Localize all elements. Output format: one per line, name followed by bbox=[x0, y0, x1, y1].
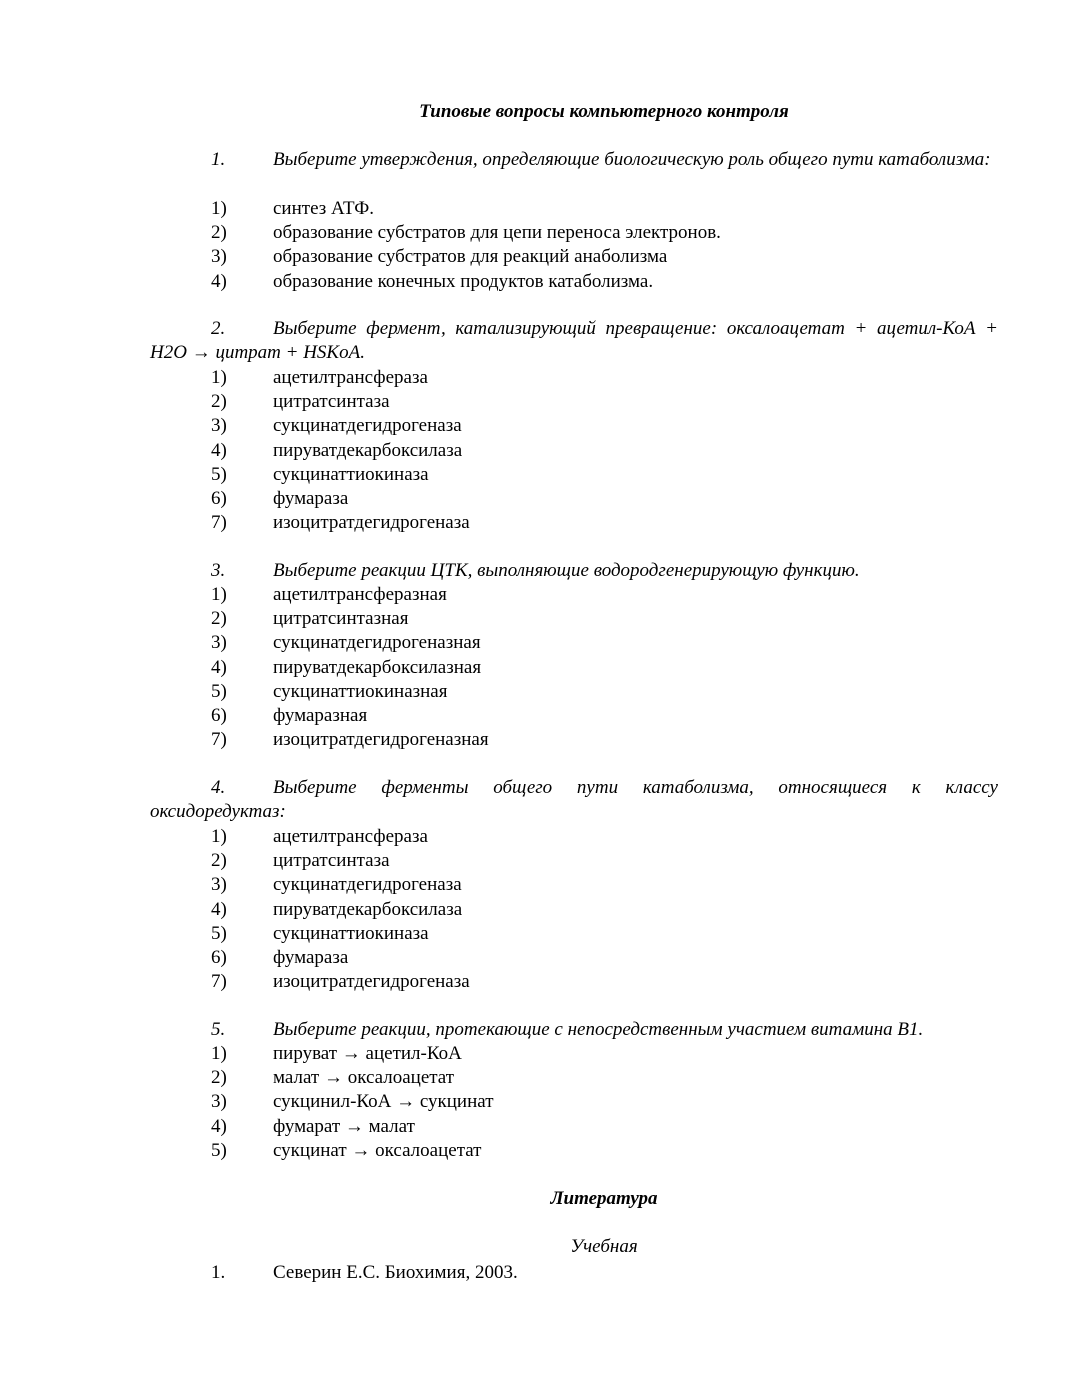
option-text: фумараза bbox=[273, 946, 349, 968]
option-text: пируват → ацетил-КоА bbox=[273, 1043, 462, 1064]
question-5 bbox=[150, 1018, 998, 1042]
question-text: Выберите реакции ЦТК, выполняющие водородгенерирующую функцию. bbox=[273, 560, 860, 581]
option-text: пируватдекарбоксилаза bbox=[273, 439, 463, 461]
option-text: ацетилтрансферазная bbox=[273, 584, 447, 605]
option-text: цитратсинтаза bbox=[273, 850, 390, 872]
option-number: 4) bbox=[211, 270, 227, 292]
list-item bbox=[211, 873, 470, 897]
option-number: 2) bbox=[211, 850, 227, 872]
option-text: образование субстратов для цепи переноса электронов. bbox=[273, 222, 721, 244]
question-text: Выберите фермент, катализирующий превращение: оксалоацетат + ацетил-КоА + Н2О → цитрат + HSKoA. bbox=[150, 318, 998, 364]
question-4 bbox=[150, 776, 998, 824]
option-number: 5) bbox=[211, 680, 227, 702]
option-text: ацетилтрансфераза bbox=[273, 367, 428, 388]
list-item bbox=[211, 511, 470, 535]
option-text: изоцитратдегидрогеназа bbox=[273, 971, 470, 993]
question-number: 2. bbox=[211, 318, 226, 339]
option-number: 3) bbox=[211, 246, 227, 268]
options-list-5 bbox=[211, 1042, 494, 1163]
question-text: Выберите реакции, протекающие с непосредственным участием витамина В1. bbox=[273, 1019, 924, 1040]
literature-item bbox=[211, 1261, 518, 1285]
option-number: 1) bbox=[211, 826, 227, 847]
option-number: 3) bbox=[211, 874, 227, 896]
option-text: цитратсинтаза bbox=[273, 391, 390, 413]
options-list-4 bbox=[211, 825, 470, 994]
list-item bbox=[211, 898, 470, 922]
list-item bbox=[211, 487, 470, 511]
option-number: 3) bbox=[211, 1091, 227, 1113]
option-number: 3) bbox=[211, 415, 227, 437]
list-item bbox=[211, 922, 470, 946]
list-item bbox=[211, 583, 489, 607]
question-number: 4. bbox=[211, 777, 226, 798]
option-text: пируватдекарбоксилазная bbox=[273, 656, 482, 678]
option-text: сукцинатдегидрогеназная bbox=[273, 632, 481, 654]
list-item bbox=[211, 245, 721, 269]
option-number: 2) bbox=[211, 222, 227, 244]
literature-item-number: 1. bbox=[211, 1262, 226, 1283]
option-number: 4) bbox=[211, 656, 227, 678]
list-item bbox=[211, 704, 489, 728]
literature-item-text: Северин Е.С. Биохимия, 2003. bbox=[273, 1262, 518, 1283]
question-3 bbox=[150, 559, 998, 583]
question-number: 3. bbox=[211, 560, 226, 581]
list-item bbox=[211, 270, 721, 294]
option-number: 5) bbox=[211, 1139, 227, 1161]
list-item bbox=[211, 825, 470, 849]
page-title: Типовые вопросы компьютерного контроля bbox=[419, 101, 789, 122]
list-item bbox=[211, 849, 470, 873]
option-text: синтез АТФ. bbox=[273, 198, 374, 219]
option-text: фумараза bbox=[273, 487, 349, 509]
option-text: малат → оксалоацетат bbox=[273, 1067, 455, 1089]
option-text: сукцинаттиокиназа bbox=[273, 463, 429, 485]
option-number: 6) bbox=[211, 704, 227, 726]
option-text: сукцинат → оксалоацетат bbox=[273, 1139, 482, 1161]
option-number: 4) bbox=[211, 439, 227, 461]
list-item bbox=[211, 656, 489, 680]
option-number: 2) bbox=[211, 1067, 227, 1089]
options-list-3 bbox=[211, 583, 489, 752]
list-item bbox=[211, 728, 489, 752]
option-number: 5) bbox=[211, 922, 227, 944]
option-text: ацетилтрансфераза bbox=[273, 826, 428, 847]
list-item bbox=[211, 1139, 494, 1163]
option-number: 7) bbox=[211, 729, 227, 751]
question-text: Выберите ферменты общего пути катаболизма, относящиеся к классу оксидоредуктаз: bbox=[150, 777, 998, 823]
option-text: сукцинаттиокиназная bbox=[273, 680, 448, 702]
list-item bbox=[211, 631, 489, 655]
option-text: изоцитратдегидрогеназа bbox=[273, 512, 470, 534]
question-2 bbox=[150, 317, 998, 365]
list-item bbox=[211, 680, 489, 704]
option-text: пируватдекарбоксилаза bbox=[273, 898, 463, 920]
option-text: образование конечных продуктов катаболизма. bbox=[273, 270, 654, 292]
option-number: 4) bbox=[211, 1115, 227, 1137]
list-item bbox=[211, 221, 721, 245]
list-item bbox=[211, 1090, 494, 1114]
options-list-2 bbox=[211, 366, 470, 535]
question-number: 5. bbox=[211, 1019, 226, 1040]
option-number: 7) bbox=[211, 512, 227, 534]
option-number: 1) bbox=[211, 198, 227, 219]
option-text: фумарат → малат bbox=[273, 1115, 415, 1137]
option-number: 4) bbox=[211, 898, 227, 920]
list-item bbox=[211, 390, 470, 414]
list-item bbox=[211, 366, 470, 390]
list-item bbox=[211, 439, 470, 463]
option-number: 6) bbox=[211, 487, 227, 509]
option-number: 6) bbox=[211, 946, 227, 968]
option-text: образование субстратов для реакций анаболизма bbox=[273, 246, 668, 268]
question-text: Выберите утверждения, определяющие биологическую роль общего пути катаболизма: bbox=[273, 149, 991, 170]
list-item bbox=[211, 414, 470, 438]
literature-subheading: Учебная bbox=[570, 1236, 638, 1257]
list-item bbox=[211, 1115, 494, 1139]
document-page bbox=[150, 0, 998, 1386]
option-text: изоцитратдегидрогеназная bbox=[273, 729, 489, 751]
option-number: 3) bbox=[211, 632, 227, 654]
list-item bbox=[211, 463, 470, 487]
option-number: 2) bbox=[211, 608, 227, 630]
option-text: фумаразная bbox=[273, 704, 368, 726]
options-list-1 bbox=[211, 197, 721, 294]
option-number: 1) bbox=[211, 1043, 227, 1064]
option-text: сукцинатдегидрогеназа bbox=[273, 874, 462, 896]
option-text: сукцинаттиокиназа bbox=[273, 922, 429, 944]
option-number: 1) bbox=[211, 367, 227, 388]
list-item bbox=[211, 607, 489, 631]
option-text: сукцинатдегидрогеназа bbox=[273, 415, 462, 437]
option-number: 2) bbox=[211, 391, 227, 413]
question-1 bbox=[150, 148, 998, 172]
list-item bbox=[211, 197, 721, 221]
option-number: 1) bbox=[211, 584, 227, 605]
list-item bbox=[211, 1042, 494, 1066]
list-item bbox=[211, 1066, 494, 1090]
literature-heading: Литература bbox=[550, 1188, 658, 1209]
list-item bbox=[211, 970, 470, 994]
option-text: цитратсинтазная bbox=[273, 608, 409, 630]
option-text: сукцинил-КоА → сукцинат bbox=[273, 1091, 494, 1113]
list-item bbox=[211, 946, 470, 970]
option-number: 7) bbox=[211, 971, 227, 993]
option-number: 5) bbox=[211, 463, 227, 485]
question-number: 1. bbox=[211, 149, 226, 170]
